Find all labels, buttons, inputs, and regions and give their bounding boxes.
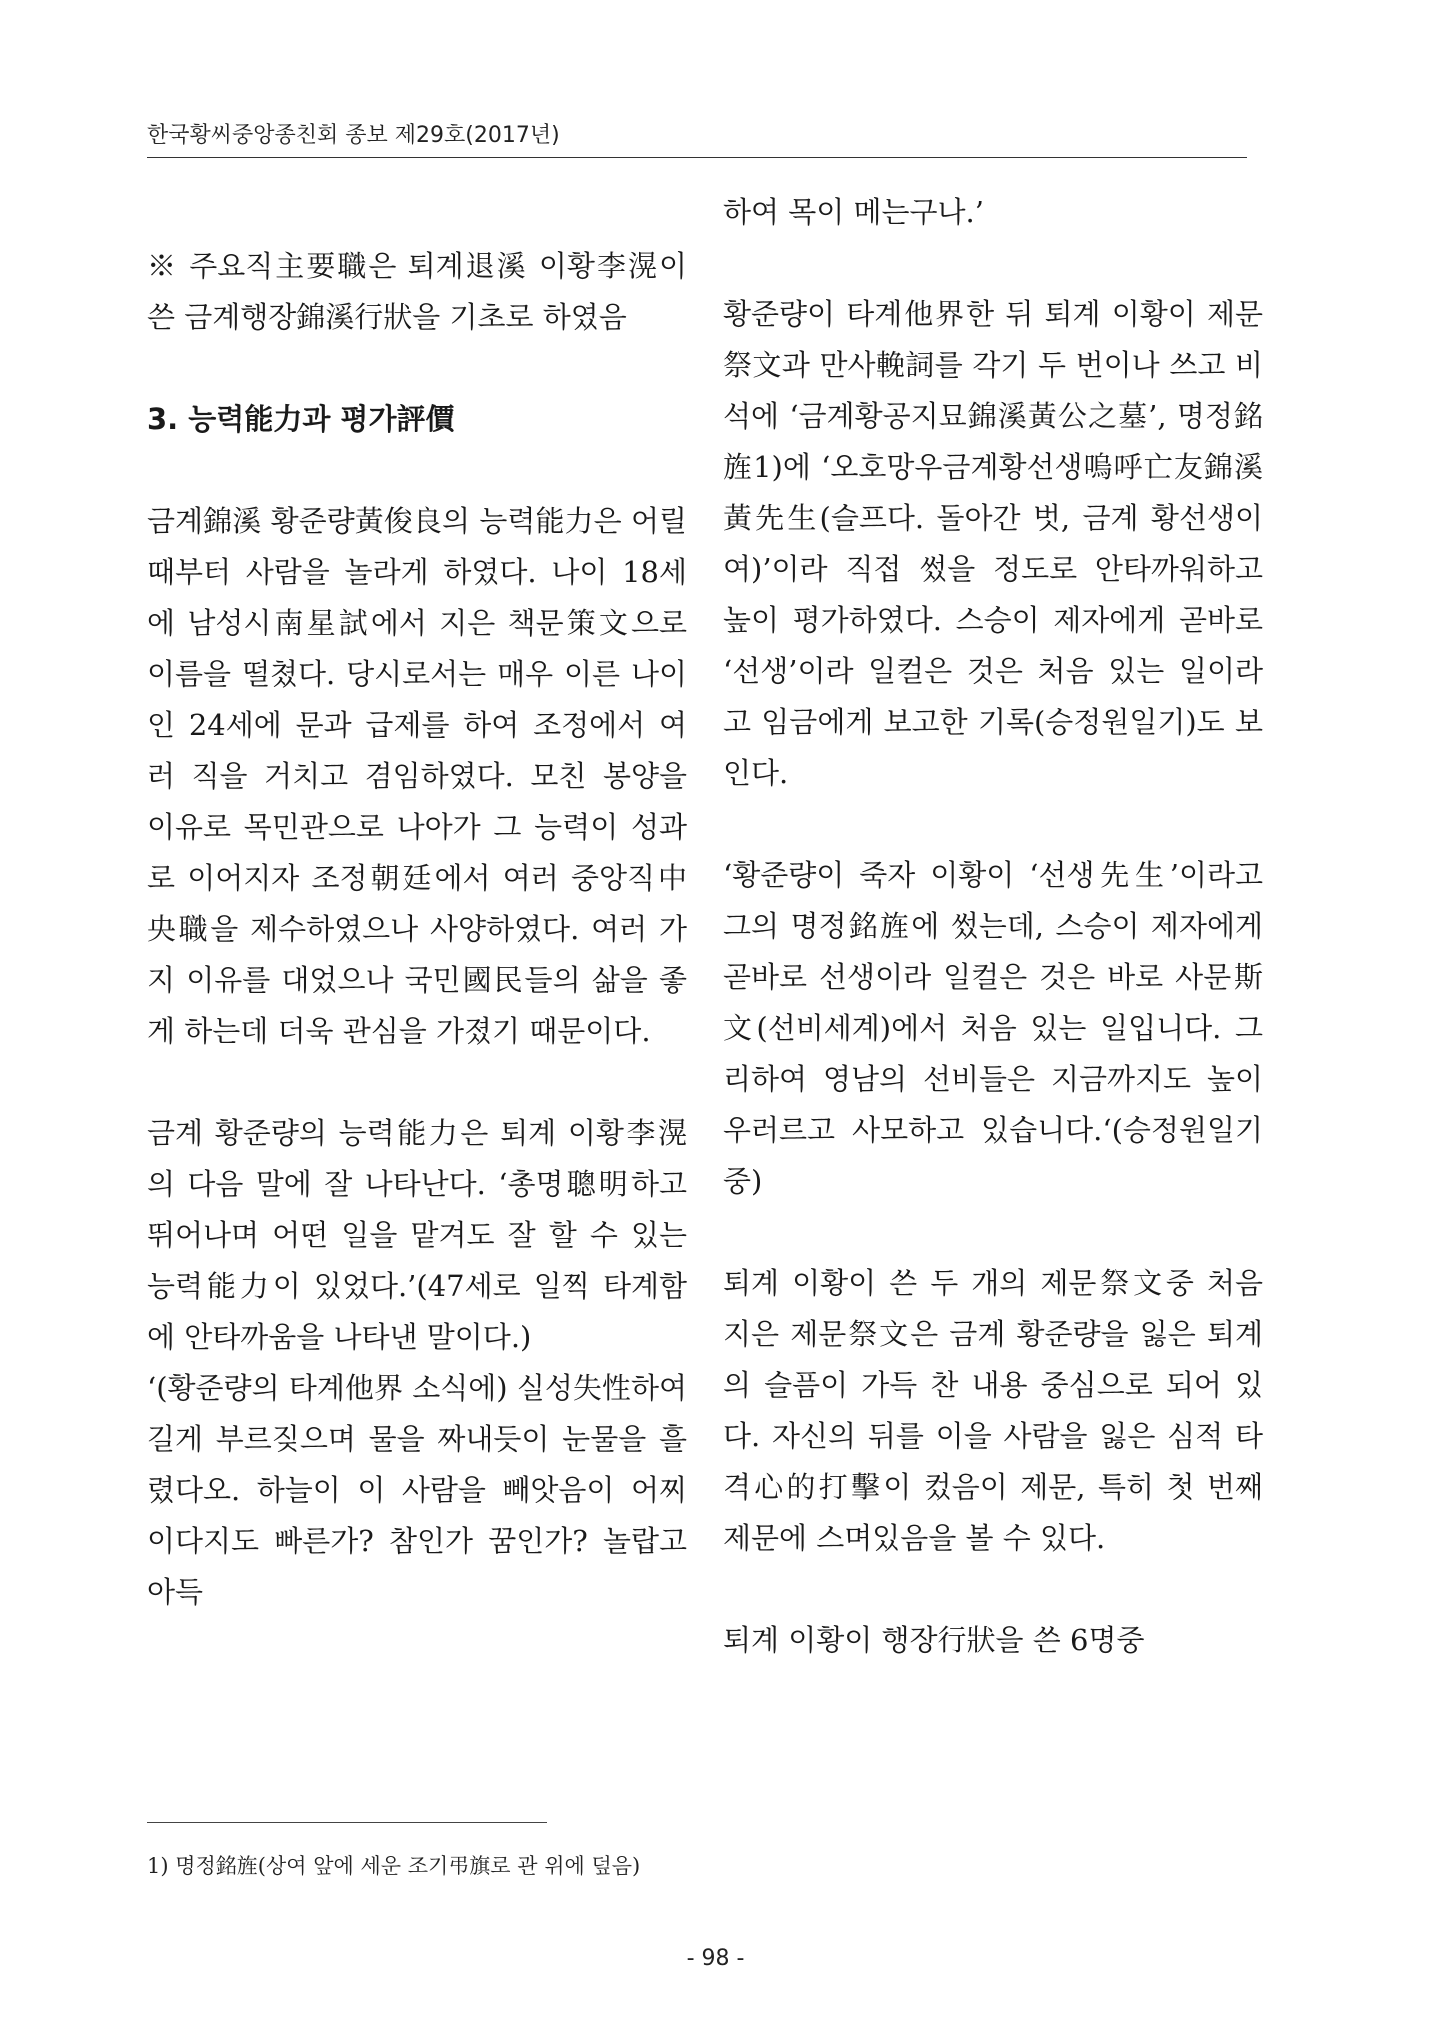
paragraph: ‘(황준량의 타계他界 소식에) 실성失性하여 길게 부르짖으며 물을 짜내듯이 눈물을 흘렸다오. 하늘이 이 사람을 빼앗음이 어찌 이다지도 빠른가? 참인가 꿈인가? 놀랍고 아득 bbox=[147, 1371, 687, 1609]
paragraph: 황준량이 타계他界한 뒤 퇴계 이황이 제문祭文과 만사輓詞를 각기 두 번이나 쓰고 비석에 ‘금계황공지묘錦溪黃公之墓’, 명정銘旌1)에 ‘오호망우금계황선생嗚呼亡友錦溪黃先生(슬프다. 돌아간 벗, 금계 황선생이여)’이라 직접 썼을 정도로 안타까워하고 높이 평가하였다. 스승이 제자에게 곧바로 ‘선생’이라 일컬은 것은 처음 있는 일이라고 임금에게 보고한 기록(승정원일기)도 보인다. bbox=[723, 297, 1263, 790]
header-divider bbox=[147, 157, 1247, 158]
paragraph: 금계錦溪 황준량黃俊良의 능력能力은 어릴 때부터 사람을 놀라게 하였다. 나이 18세에 남성시南星試에서 지은 책문策文으로 이름을 떨쳤다. 당시로서는 매우 이른 나이인 24세에 문과 급제를 하여 조정에서 여러 직을 거치고 겸임하였다. 모친 봉양을 이유로 목민관으로 나아가 그 능력이 성과로 이어지자 조정朝廷에서 여러 중앙직中央職을 제수하였으나 사양하였다. 여러 가지 이유를 대었으나 국민國民들의 삶을 좋게 하는데 더욱 관심을 가졌기 때문이다. bbox=[147, 504, 687, 1048]
section-heading: 3. 능력能力과 평가評價 bbox=[147, 402, 455, 436]
right-column bbox=[723, 187, 1263, 1666]
source-note: ※ 주요직主要職은 퇴계退溪 이황李滉이 쓴 금계행장錦溪行狀을 기초로 하였음 bbox=[147, 249, 687, 334]
page-number: - 98 - bbox=[686, 1946, 745, 1971]
paragraph: ‘황준량이 죽자 이황이 ‘선생先生’이라고 그의 명정銘旌에 썼는데, 스승이 제자에게 곧바로 선생이라 일컬은 것은 바로 사문斯文(선비세계)에서 처음 있는 일입니다. 그리하여 영남의 선비들은 지금까지도 높이 우러르고 사모하고 있습니다.‘(승정원일기 중) bbox=[723, 858, 1263, 1198]
running-header: 한국황씨중앙종친회 종보 제29호(2017년) bbox=[147, 123, 560, 148]
paragraph: 금계 황준량의 능력能力은 퇴계 이황李滉의 다음 말에 잘 나타난다. ‘총명聰明하고 뛰어나며 어떤 일을 맡겨도 잘 할 수 있는 능력能力이 있었다.’(47세로 일찍 타계함에 안타까움을 나타낸 말이다.) bbox=[147, 1116, 687, 1354]
footnote-divider bbox=[147, 1822, 547, 1823]
paragraph: 퇴계 이황이 행장行狀을 쓴 6명중 bbox=[723, 1623, 1145, 1657]
paragraph: 하여 목이 메는구나.’ bbox=[723, 195, 984, 229]
paragraph: 퇴계 이황이 쓴 두 개의 제문祭文중 처음 지은 제문祭文은 금계 황준량을 잃은 퇴계의 슬픔이 가득 찬 내용 중심으로 되어 있다. 자신의 뒤를 이을 사람을 잃은 심적 타격心的打擊이 컸음이 제문, 특히 첫 번째 제문에 스며있음을 볼 수 있다. bbox=[723, 1266, 1263, 1555]
footnote: 1) 명정銘旌(상여 앞에 세운 조기弔旗로 관 위에 덮음) bbox=[147, 1854, 641, 1878]
left-column bbox=[147, 190, 687, 1618]
